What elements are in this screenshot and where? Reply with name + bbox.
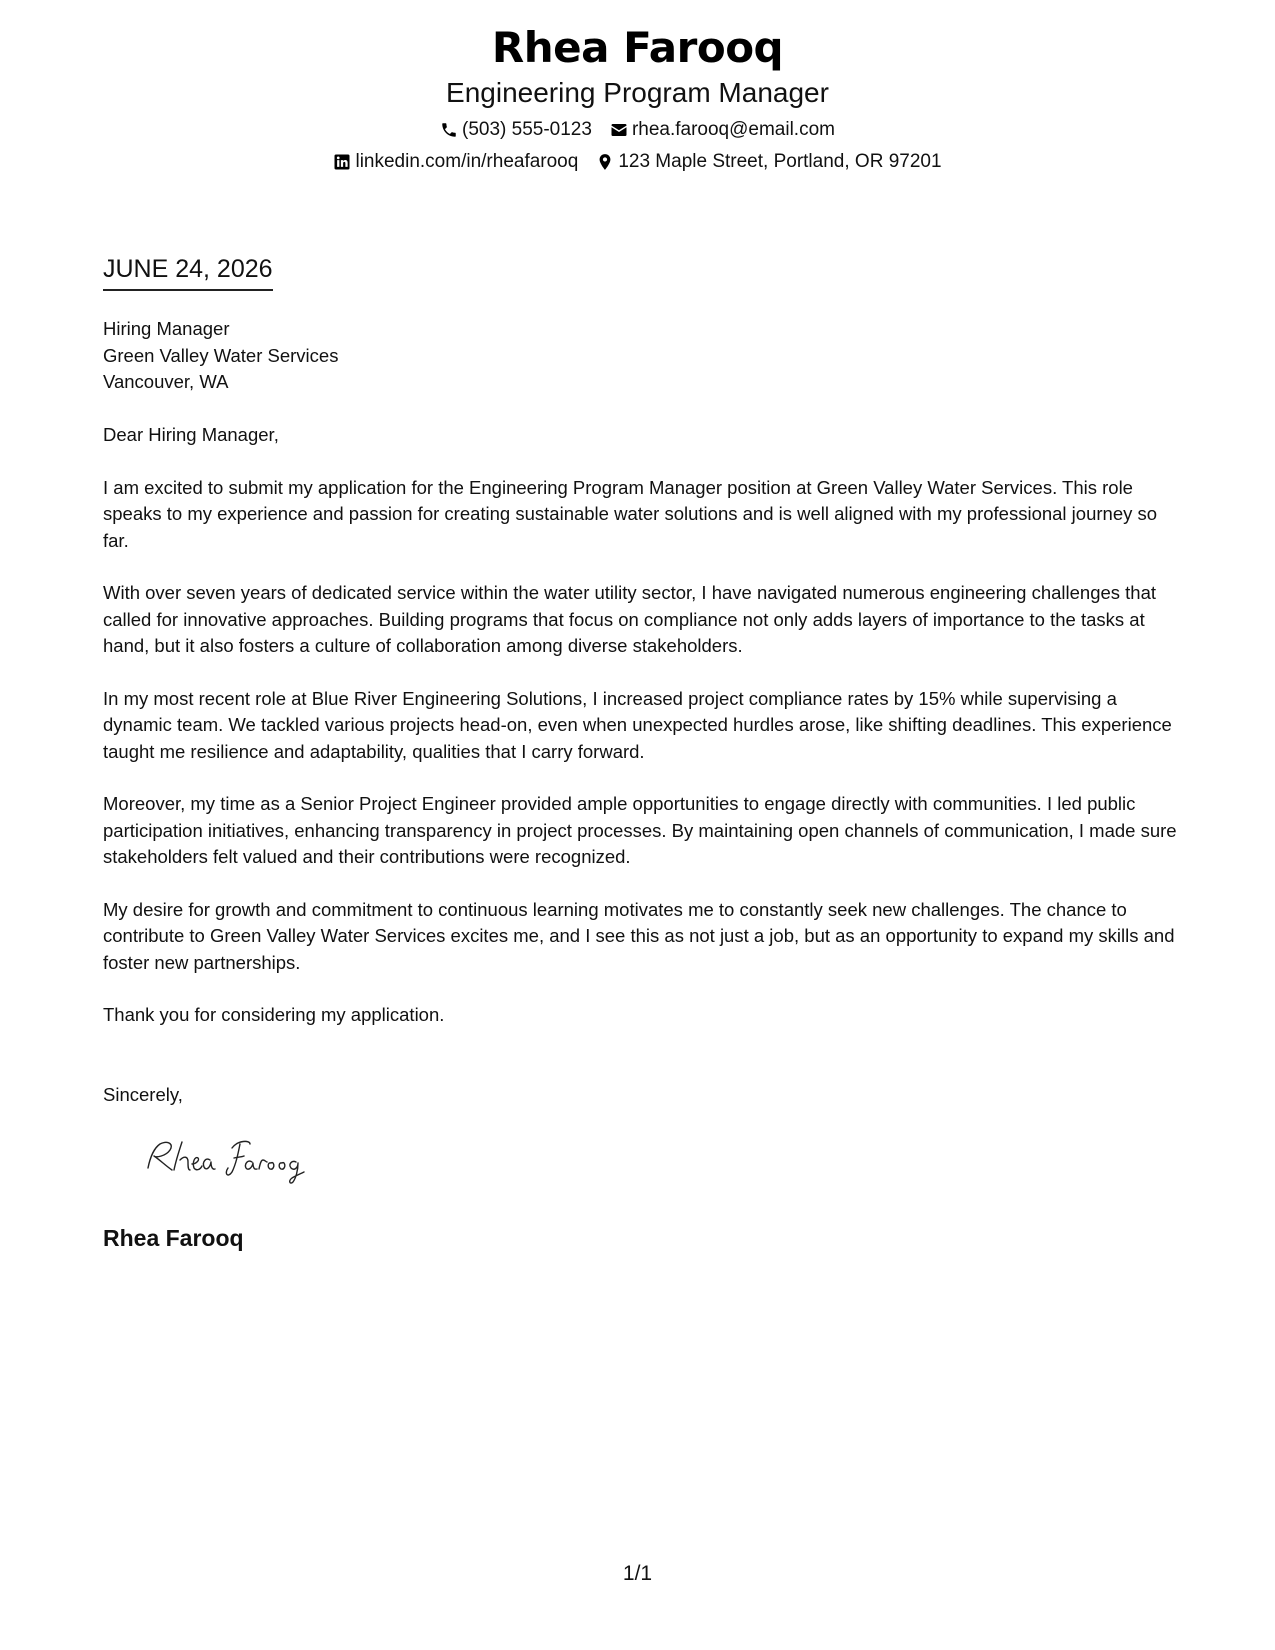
email-text: rhea.farooq@email.com xyxy=(631,119,835,140)
page-number: 1/1 xyxy=(622,1562,653,1585)
recipient-block xyxy=(103,316,338,396)
salutation: Dear Hiring Manager, xyxy=(103,424,279,445)
linkedin-text: linkedin.com/in/rheafarooq xyxy=(355,151,579,172)
contact-line-1 xyxy=(0,118,1275,142)
contact-linkedin[interactable] xyxy=(333,150,578,174)
thanks-line: Thank you for considering my application. xyxy=(103,1004,445,1025)
map-pin-icon xyxy=(596,153,614,171)
body-paragraph-3: In my most recent role at Blue River Engineering Solutions, I increased project compliance rates by 15% while supervising a dynamic team. We tackled various projects head-on, even when unexpected hurdles arose, like shifting deadlines. This experience taught me resilience and adaptability, qualities that I carry forward. xyxy=(103,687,1172,762)
phone-icon xyxy=(440,121,458,139)
body-paragraph-4: Moreover, my time as a Senior Project Engineer provided ample opportunities to engage directly with communities. I led public participation initiatives, enhancing transparency in project processes. By maintaining open channels of communication, I made sure stakeholders felt valued and their contributions were recognized. xyxy=(103,793,1177,867)
address-text: 123 Maple Street, Portland, OR 97201 xyxy=(618,151,942,172)
recipient-line-1: Hiring Manager xyxy=(103,318,230,339)
contact-line-2 xyxy=(0,150,1275,174)
contact-address xyxy=(596,150,941,174)
contact-phone xyxy=(440,118,592,142)
phone-text: (503) 555-0123 xyxy=(462,119,592,140)
applicant-name: Rhea Farooq xyxy=(491,23,784,72)
closing-line: Sincerely, xyxy=(103,1084,183,1105)
contact-email[interactable] xyxy=(610,118,835,142)
recipient-line-2: Green Valley Water Services xyxy=(103,344,339,366)
applicant-title: Engineering Program Manager xyxy=(446,77,829,108)
body-paragraph-1: I am excited to submit my application for the Engineering Program Manager position at Green Valley Water Services. This role speaks to my experience and passion for creating sustainable water solutions and is well aligned with my professional journey so far. xyxy=(103,476,1158,551)
linkedin-icon xyxy=(333,153,351,171)
signed-name: Rhea Farooq xyxy=(103,1225,244,1251)
recipient-line-3: Vancouver, WA xyxy=(103,371,229,392)
handwritten-signature xyxy=(140,1130,340,1190)
letter-header xyxy=(0,22,1275,174)
body-paragraph-5: My desire for growth and commitment to continuous learning motivates me to constantly seek new challenges. The chance to contribute to Green Valley Water Services excites me, and I see this as not just a job, but as an opportunity to expand my skills and foster new partnerships. xyxy=(103,898,1175,973)
envelope-icon xyxy=(610,121,628,139)
letter-date: JUNE 24, 2026 xyxy=(103,254,273,291)
letter-body xyxy=(103,422,1183,1055)
body-paragraph-2: With over seven years of dedicated service within the water utility sector, I have navigated numerous engineering challenges that called for innovative approaches. Building programs that focus on compliance not only adds layers of importance to the tasks at hand, but it also fosters a culture of collaboration among diverse stakeholders. xyxy=(103,582,1157,656)
